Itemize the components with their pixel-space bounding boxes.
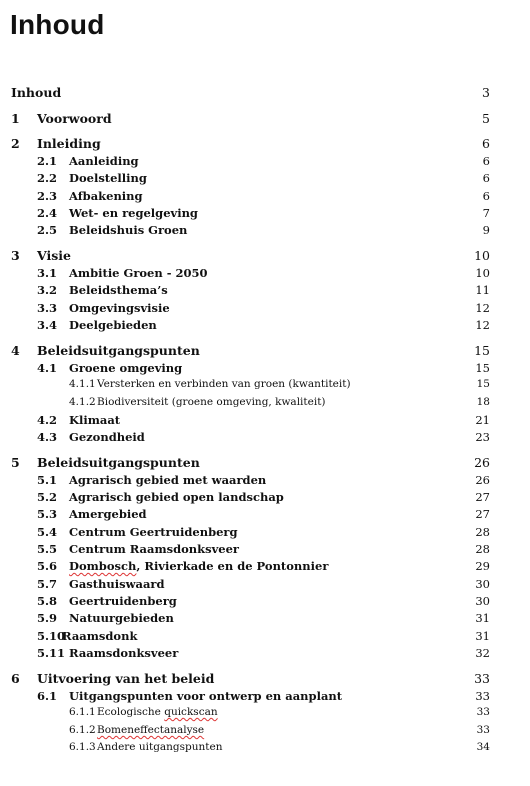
toc-entry-label: Afbakening bbox=[69, 189, 143, 203]
toc-entry-label: Natuurgebieden bbox=[69, 611, 174, 625]
toc-page-number: 15 bbox=[474, 343, 490, 358]
toc-page-number: 31 bbox=[475, 611, 490, 625]
toc-entry[interactable] bbox=[0, 378, 530, 396]
toc-entry[interactable] bbox=[0, 283, 530, 301]
toc-page-number: 15 bbox=[476, 378, 490, 390]
toc-page-number: 33 bbox=[475, 689, 490, 703]
toc-entry[interactable] bbox=[0, 473, 530, 491]
toc-page-number: 27 bbox=[475, 507, 490, 521]
toc-entry-number: 2 bbox=[11, 136, 20, 151]
toc-page-number: 28 bbox=[475, 525, 490, 539]
toc-entry-label: Uitvoering van het beleid bbox=[37, 671, 215, 686]
toc-page-number: 6 bbox=[482, 171, 490, 185]
toc-entry-number: 4.1.2 bbox=[69, 396, 96, 408]
toc-page-number: 7 bbox=[482, 206, 490, 220]
toc-entry[interactable] bbox=[0, 171, 530, 189]
toc-entry-number: 4.2 bbox=[37, 413, 58, 427]
toc-page-number: 26 bbox=[474, 455, 490, 470]
toc-entry-number: 2.4 bbox=[37, 206, 58, 220]
toc-page-number: 11 bbox=[475, 283, 490, 297]
toc-entry-number: 3 bbox=[11, 248, 20, 263]
toc-entry-label: Gasthuiswaard bbox=[69, 577, 165, 591]
toc-entry-number: 3.4 bbox=[37, 318, 58, 332]
toc-entry-number: 2.3 bbox=[37, 189, 58, 203]
toc-entry-label: Dombosch, Rivierkade en de Pontonnier bbox=[69, 559, 329, 573]
toc-page-number: 23 bbox=[475, 430, 490, 444]
toc-entry-number: 4.1 bbox=[37, 361, 58, 375]
toc-entry-label: Biodiversiteit (groene omgeving, kwaliteit) bbox=[97, 396, 326, 408]
toc-page-number: 6 bbox=[482, 136, 490, 151]
toc-page-number: 31 bbox=[475, 629, 490, 643]
toc-entry[interactable] bbox=[0, 706, 530, 724]
toc-page-number: 12 bbox=[475, 318, 490, 332]
toc-entry-number: 6.1 bbox=[37, 689, 58, 703]
toc-entry-label: Groene omgeving bbox=[69, 361, 183, 375]
spellcheck-word: Dombosch bbox=[69, 559, 137, 573]
toc-entry[interactable] bbox=[0, 111, 530, 129]
toc-entry-number: 6.1.1 bbox=[69, 706, 96, 718]
toc-entry-number: 6.1.3 bbox=[69, 741, 96, 753]
toc-entry-number: 5.4 bbox=[37, 525, 58, 539]
toc-entry-number: 2.2 bbox=[37, 171, 58, 185]
toc-entry[interactable] bbox=[0, 741, 530, 759]
page-title: Inhoud bbox=[10, 9, 105, 40]
toc-entry-label: Omgevingsvisie bbox=[69, 301, 170, 315]
toc-entry-number: 5.10 bbox=[37, 629, 66, 643]
toc-entry-label: Beleidshuis Groen bbox=[69, 223, 188, 237]
toc-entry-number: 5 bbox=[11, 455, 20, 470]
toc-entry-label: Wet- en regelgeving bbox=[69, 206, 198, 220]
toc-entry-label: Raamsdonksveer bbox=[69, 646, 179, 660]
toc-entry-label: Aanleiding bbox=[69, 154, 139, 168]
toc-entry-number: 5.6 bbox=[37, 559, 58, 573]
toc-entry[interactable] bbox=[0, 223, 530, 241]
toc-entry[interactable] bbox=[0, 136, 530, 154]
toc-page-number: 27 bbox=[475, 490, 490, 504]
toc-entry-number: 5.7 bbox=[37, 577, 58, 591]
toc-entry-label: Klimaat bbox=[69, 413, 121, 427]
toc-entry-label: Beleidsuitgangspunten bbox=[37, 455, 200, 470]
toc-entry[interactable] bbox=[0, 646, 530, 664]
toc-page-number: 5 bbox=[482, 111, 490, 126]
toc-entry-label: Beleidsthema’s bbox=[69, 283, 168, 297]
toc-page-number: 15 bbox=[475, 361, 490, 375]
toc-entry[interactable] bbox=[0, 594, 530, 612]
toc-entry-label: Raamsdonk bbox=[62, 629, 138, 643]
toc-entry[interactable] bbox=[0, 430, 530, 448]
toc-entry-number: 2.1 bbox=[37, 154, 58, 168]
toc-entry[interactable] bbox=[0, 671, 530, 689]
toc-entry-number: 5.11 bbox=[37, 646, 66, 660]
toc-entry[interactable] bbox=[0, 455, 530, 473]
toc-entry[interactable] bbox=[0, 343, 530, 361]
toc-page-number: 28 bbox=[475, 542, 490, 556]
toc-entry[interactable] bbox=[0, 542, 530, 560]
toc-entry-label: Bomeneffectanalyse bbox=[97, 724, 205, 736]
toc-page-number: 6 bbox=[482, 189, 490, 203]
toc-entry[interactable] bbox=[0, 577, 530, 595]
toc-entry[interactable] bbox=[0, 611, 530, 629]
toc-entry-label: Centrum Geertruidenberg bbox=[69, 525, 238, 539]
toc-entry-number: 3.1 bbox=[37, 266, 58, 280]
toc-entry-number: 5.3 bbox=[37, 507, 58, 521]
toc-page-number: 6 bbox=[482, 154, 490, 168]
toc-page-number: 29 bbox=[475, 559, 490, 573]
toc-page-number: 34 bbox=[476, 741, 490, 753]
toc-entry-label: Voorwoord bbox=[37, 111, 112, 126]
toc-entry-label: Inhoud bbox=[11, 85, 62, 100]
toc-page-number: 9 bbox=[482, 223, 490, 237]
toc-page-number: 26 bbox=[475, 473, 490, 487]
toc-entry-number: 6.1.2 bbox=[69, 724, 96, 736]
toc-entry-number: 5.2 bbox=[37, 490, 58, 504]
toc-entry[interactable] bbox=[0, 490, 530, 508]
toc-entry-number: 4.3 bbox=[37, 430, 58, 444]
toc-entry-label: Centrum Raamsdonksveer bbox=[69, 542, 239, 556]
toc-entry-number: 1 bbox=[11, 111, 20, 126]
toc-page-number: 18 bbox=[476, 396, 490, 408]
toc-entry-label: Visie bbox=[37, 248, 71, 263]
toc-entry-label: Agrarisch gebied open landschap bbox=[69, 490, 284, 504]
toc-entry[interactable] bbox=[0, 559, 530, 577]
toc-entry-number: 6 bbox=[11, 671, 20, 686]
toc-entry-label: Beleidsuitgangspunten bbox=[37, 343, 200, 358]
toc-page-number: 33 bbox=[474, 671, 490, 686]
toc-entry[interactable] bbox=[0, 525, 530, 543]
toc-page-number: 33 bbox=[476, 706, 490, 718]
toc-entry-label: Inleiding bbox=[37, 136, 101, 151]
toc-entry-number: 2.5 bbox=[37, 223, 58, 237]
toc-entry-label: Agrarisch gebied met waarden bbox=[69, 473, 267, 487]
toc-entry[interactable] bbox=[0, 724, 530, 742]
toc-page-number: 21 bbox=[475, 413, 490, 427]
toc-entry[interactable] bbox=[0, 154, 530, 172]
toc-entry[interactable] bbox=[0, 266, 530, 284]
toc-entry-label: Deelgebieden bbox=[69, 318, 157, 332]
toc-page-number: 3 bbox=[482, 85, 490, 100]
toc-entry-label: Gezondheid bbox=[69, 430, 145, 444]
toc-entry[interactable] bbox=[0, 85, 530, 103]
toc-entry[interactable] bbox=[0, 507, 530, 525]
toc-entry[interactable] bbox=[0, 318, 530, 336]
toc-page-number: 12 bbox=[475, 301, 490, 315]
toc-entry-label: Amergebied bbox=[69, 507, 147, 521]
toc-entry-label: Versterken en verbinden van groen (kwantiteit) bbox=[97, 378, 351, 390]
toc-entry-number: 4 bbox=[11, 343, 20, 358]
toc-entry[interactable] bbox=[0, 248, 530, 266]
toc-entry[interactable] bbox=[0, 413, 530, 431]
toc-entry-number: 5.9 bbox=[37, 611, 58, 625]
toc-entry[interactable] bbox=[0, 629, 530, 647]
toc-entry[interactable] bbox=[0, 189, 530, 207]
toc-entry-number: 4.1.1 bbox=[69, 378, 96, 390]
toc-page-number: 32 bbox=[475, 646, 490, 660]
spellcheck-word: quickscan bbox=[164, 706, 218, 718]
toc-entry-label: Uitgangspunten voor ontwerp en aanplant bbox=[69, 689, 343, 703]
toc-page-number: 30 bbox=[475, 594, 490, 608]
toc-entry-label: Ecologische quickscan bbox=[97, 706, 218, 718]
toc-entry[interactable] bbox=[0, 689, 530, 707]
toc-page-number: 33 bbox=[476, 724, 490, 736]
toc-entry-number: 3.3 bbox=[37, 301, 58, 315]
toc-entry-label: Andere uitgangspunten bbox=[97, 741, 223, 753]
toc-page-number: 30 bbox=[475, 577, 490, 591]
toc-entry-label: Ambitie Groen - 2050 bbox=[69, 266, 208, 280]
toc-entry[interactable] bbox=[0, 361, 530, 379]
toc-entry-label: Geertruidenberg bbox=[69, 594, 177, 608]
toc-entry[interactable] bbox=[0, 206, 530, 224]
toc-entry-number: 5.5 bbox=[37, 542, 58, 556]
toc-entry-number: 3.2 bbox=[37, 283, 58, 297]
toc-page-number: 10 bbox=[475, 266, 490, 280]
toc-page-number: 10 bbox=[474, 248, 490, 263]
toc-entry[interactable] bbox=[0, 396, 530, 414]
toc-entry[interactable] bbox=[0, 301, 530, 319]
toc-entry-number: 5.1 bbox=[37, 473, 58, 487]
toc-entry-label: Doelstelling bbox=[69, 171, 147, 185]
toc-entry-number: 5.8 bbox=[37, 594, 58, 608]
